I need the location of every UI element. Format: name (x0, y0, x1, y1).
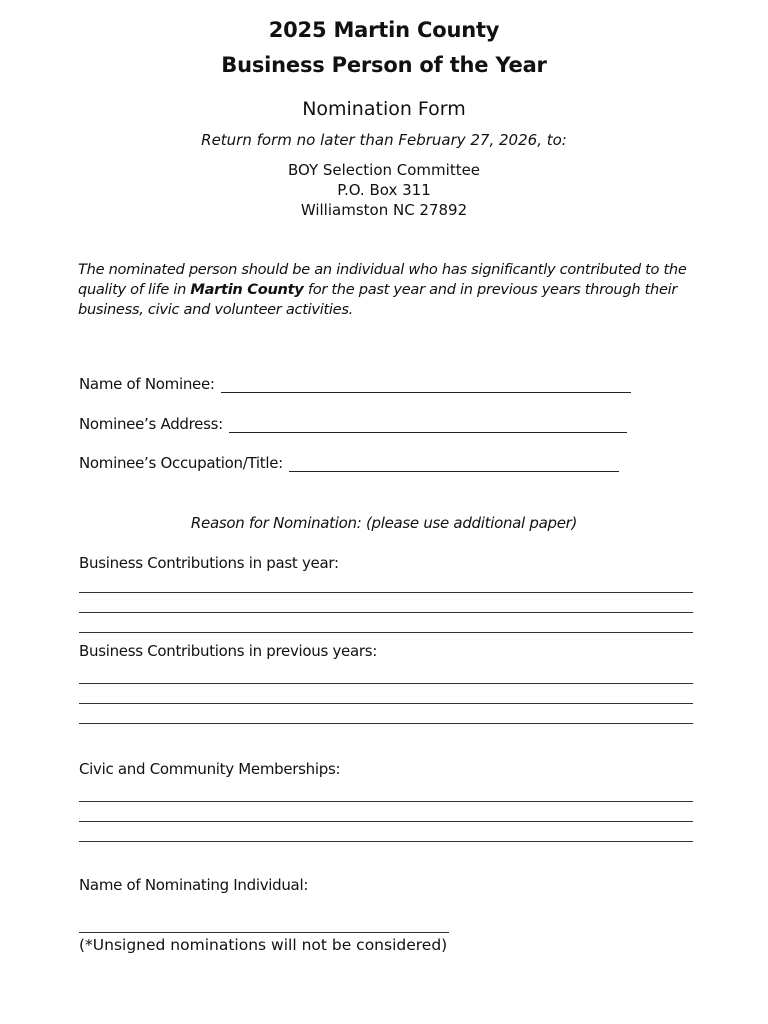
nominee-occupation-label: Nominee’s Occupation/Title: (79, 454, 283, 472)
address-line-1: BOY Selection Committee (287, 161, 481, 179)
nominator-label: Name of Nominating Individual: (79, 876, 309, 894)
nominee-name-field[interactable] (221, 378, 631, 393)
address-line-2: P.O. Box 311 (337, 181, 431, 199)
reason-heading: Reason for Nomination: (please use additional paper) (190, 514, 578, 532)
intro-paragraph (78, 260, 718, 320)
nominee-name-row (79, 375, 631, 393)
nominator-signature-line[interactable] (79, 932, 449, 933)
civic-line-3[interactable] (79, 841, 693, 842)
intro-text-before: The nominated person should be an individual who has significantly contributed to the quality of life in (78, 261, 687, 298)
title-line-1: 2025 Martin County (268, 18, 500, 42)
nominee-address-row (79, 415, 627, 433)
title-line-2: Business Person of the Year (221, 53, 547, 77)
past-year-line-1[interactable] (79, 592, 693, 593)
unsigned-note: (*Unsigned nominations will not be considered) (79, 936, 448, 954)
return-note: Return form no later than February 27, 2026, to: (201, 131, 567, 149)
previous-years-line-2[interactable] (79, 703, 693, 704)
nominee-address-field[interactable] (229, 418, 627, 433)
intro-text-after: for the past year and in previous years through their business, civic and volunteer activities. (78, 281, 678, 318)
mailing-address (0, 160, 768, 220)
past-year-line-2[interactable] (79, 612, 693, 613)
past-year-label: Business Contributions in past year: (79, 554, 339, 572)
nominee-name-label: Name of Nominee: (79, 375, 215, 393)
previous-years-line-1[interactable] (79, 683, 693, 684)
address-line-3: Williamston NC 27892 (300, 201, 468, 219)
previous-years-line-3[interactable] (79, 723, 693, 724)
civic-line-1[interactable] (79, 801, 693, 802)
intro-county-bold: Martin County (190, 281, 304, 298)
nominee-address-label: Nominee’s Address: (79, 415, 223, 433)
form-subtitle: Nomination Form (302, 98, 466, 120)
nominee-occupation-row (79, 454, 619, 472)
nominee-occupation-field[interactable] (289, 457, 619, 472)
civic-line-2[interactable] (79, 821, 693, 822)
past-year-line-3[interactable] (79, 632, 693, 633)
previous-years-label: Business Contributions in previous years: (79, 642, 378, 660)
civic-label: Civic and Community Memberships: (79, 760, 341, 778)
